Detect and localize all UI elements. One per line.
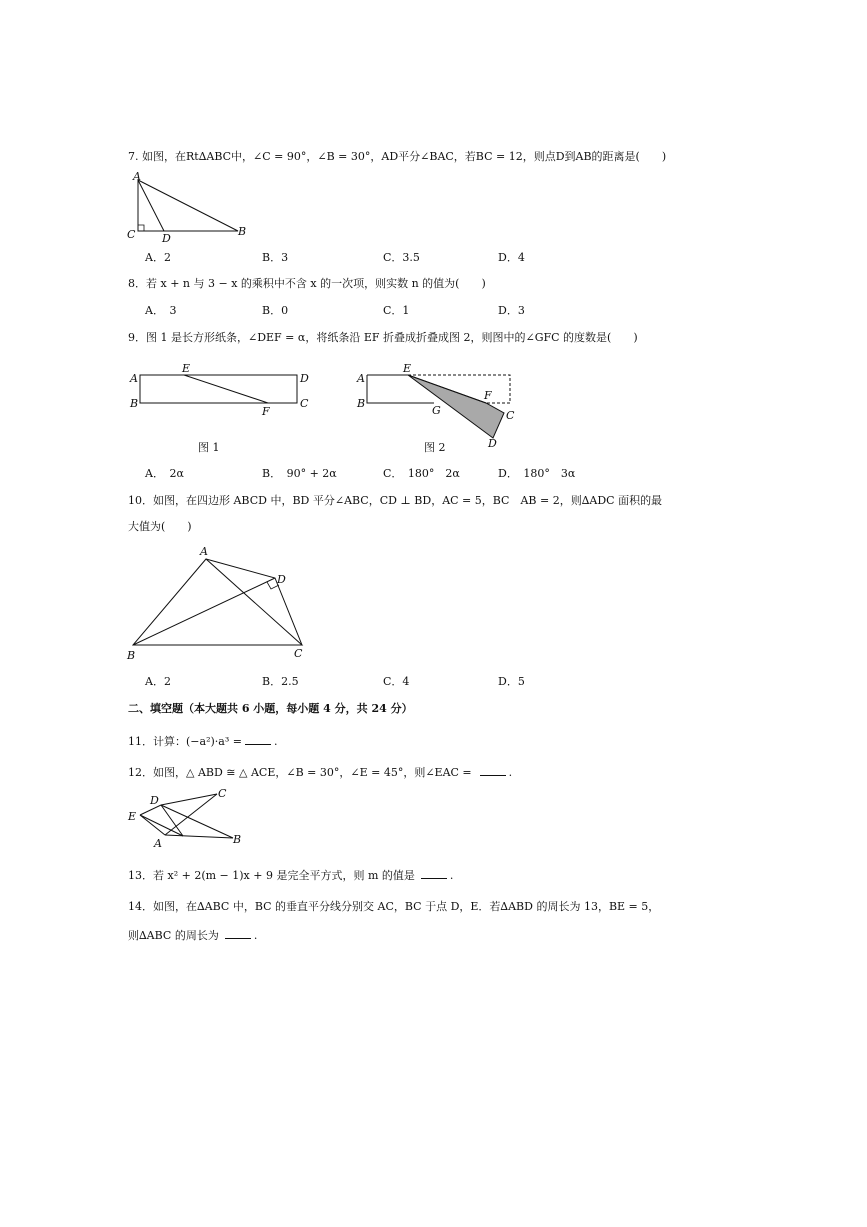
q9-fig1-label-b: B bbox=[130, 397, 139, 410]
q9-fig2-label-b: B bbox=[357, 397, 366, 410]
q12-stem bbox=[128, 765, 512, 780]
q9-figure-2 bbox=[352, 360, 532, 450]
q14-text: 则∆ABC 的周长为 bbox=[128, 929, 219, 942]
q13-stem bbox=[128, 868, 453, 883]
q12-label-b: B bbox=[233, 833, 242, 846]
q10-label-b: B bbox=[127, 649, 136, 662]
q9-stem: 9．图 1 是长方形纸条，∠DEF = α，将纸条沿 EF 折叠成折叠成图 2，则图中的∠GFC 的度数是( ) bbox=[128, 331, 638, 344]
q9-option-a[interactable]: A． 2α bbox=[145, 467, 184, 480]
q7-option-d[interactable]: D．4 bbox=[498, 251, 525, 264]
q9-fig2-label-a: A bbox=[357, 372, 365, 385]
q11-suffix: . bbox=[273, 735, 278, 748]
q12-label-c: C bbox=[218, 787, 227, 800]
q7-number: 7. bbox=[128, 150, 139, 163]
q7-text: 如图，在Rt∆ABC中，∠C = 90°，∠B = 30°，AD平分∠BAC，若BC = 12，则点D到AB的距离是( ) bbox=[142, 150, 667, 163]
q9-fig2-caption: 图 2 bbox=[424, 441, 446, 454]
q9-fig1-label-e: E bbox=[182, 362, 191, 375]
q7-label-a: A bbox=[133, 170, 141, 183]
q14-answer-blank[interactable] bbox=[225, 928, 251, 939]
q9-fig2-label-d: D bbox=[488, 437, 497, 450]
q10-label-c: C bbox=[294, 647, 303, 660]
q13-suffix: . bbox=[449, 869, 454, 882]
q14-stem-line2 bbox=[128, 928, 257, 943]
q7-label-d: D bbox=[162, 232, 171, 245]
q7-option-c[interactable]: C．3.5 bbox=[383, 251, 420, 264]
q10-stem-line1: 10．如图，在四边形 ABCD 中，BD 平分∠ABC，CD ⊥ BD，AC = 5，BC AB = 2，则∆ADC 面积的最 bbox=[128, 494, 663, 507]
q8-option-d[interactable]: D．3 bbox=[498, 304, 525, 317]
q9-fig2-label-f: F bbox=[484, 389, 492, 402]
q12-label-a: A bbox=[154, 837, 162, 850]
q10-option-d[interactable]: D．5 bbox=[498, 675, 525, 688]
q9-fig2-label-e: E bbox=[403, 362, 412, 375]
q9-fig1-label-a: A bbox=[130, 372, 138, 385]
q11-text: 11．计算：(−a²)·a³ = bbox=[128, 735, 242, 748]
q9-fig1-label-f: F bbox=[262, 405, 270, 418]
q12-figure bbox=[125, 788, 255, 850]
q13-answer-blank[interactable] bbox=[421, 868, 447, 879]
q12-suffix: . bbox=[508, 766, 513, 779]
q13-text: 13．若 x² + 2(m − 1)x + 9 是完全平方式，则 m 的值是 bbox=[128, 869, 415, 882]
q10-label-d: D bbox=[277, 573, 286, 586]
q10-option-a[interactable]: A．2 bbox=[145, 675, 171, 688]
q10-label-a: A bbox=[200, 545, 208, 558]
q7-option-a[interactable]: A．2 bbox=[145, 251, 171, 264]
q9-fig2-label-g: G bbox=[432, 404, 441, 417]
q10-option-b[interactable]: B．2.5 bbox=[262, 675, 299, 688]
q10-stem-line2: 大值为( ) bbox=[128, 520, 192, 533]
q12-label-d: D bbox=[150, 794, 159, 807]
q9-option-c[interactable]: C． 180° 2α bbox=[383, 467, 460, 480]
q8-option-c[interactable]: C．1 bbox=[383, 304, 410, 317]
q9-fig1-label-c: C bbox=[300, 397, 309, 410]
q11-answer-blank[interactable] bbox=[245, 734, 271, 745]
q9-figure-1 bbox=[128, 360, 318, 420]
q8-stem: 8．若 x + n 与 3 − x 的乘积中不含 x 的一次项，则实数 n 的值为( ) bbox=[128, 277, 486, 290]
q7-label-b: B bbox=[238, 225, 247, 238]
section-2-heading: 二、填空题（本大题共 6 小题，每小题 4 分，共 24 分） bbox=[128, 702, 413, 715]
q9-fig1-caption: 图 1 bbox=[198, 441, 220, 454]
q12-text: 12．如图，△ ABD ≅ △ ACE，∠B = 30°，∠E = 45°，则∠EAC = bbox=[128, 766, 472, 779]
q7-label-c: C bbox=[127, 228, 136, 241]
q7-figure bbox=[120, 168, 260, 248]
q14-stem-line1: 14．如图，在∆ABC 中，BC 的垂直平分线分别交 AC，BC 于点 D，E．若∆ABD 的周长为 13，BE = 5， bbox=[128, 900, 660, 913]
q10-figure bbox=[125, 545, 315, 665]
q11-stem bbox=[128, 734, 277, 749]
q9-option-d[interactable]: D． 180° 3α bbox=[498, 467, 576, 480]
q7-option-b[interactable]: B．3 bbox=[262, 251, 289, 264]
q9-option-b[interactable]: B． 90° + 2α bbox=[262, 467, 337, 480]
q7-stem bbox=[128, 150, 666, 164]
q12-answer-blank[interactable] bbox=[480, 765, 506, 776]
q14-suffix: . bbox=[253, 929, 258, 942]
q8-option-a[interactable]: A． 3 bbox=[145, 304, 177, 317]
q8-option-b[interactable]: B．0 bbox=[262, 304, 289, 317]
q12-label-e: E bbox=[128, 810, 137, 823]
q10-option-c[interactable]: C．4 bbox=[383, 675, 410, 688]
q9-fig2-label-c: C bbox=[506, 409, 515, 422]
q9-fig1-label-d: D bbox=[300, 372, 309, 385]
